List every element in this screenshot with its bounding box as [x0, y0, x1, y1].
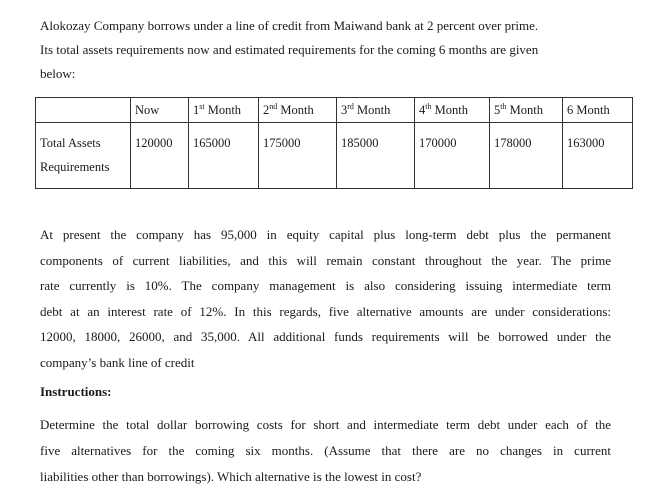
- table-row: [36, 123, 633, 189]
- header-now: Now: [131, 98, 189, 123]
- table-header-row: [36, 98, 633, 123]
- cell-month-3: 185000: [337, 123, 415, 189]
- header-month-4: 4th Month: [415, 98, 490, 123]
- cell-now: 120000: [131, 123, 189, 189]
- instructions-line: liabilities other than borrowings). Which alternative is the lowest in cost?: [40, 469, 422, 484]
- intro-paragraph: [40, 14, 630, 86]
- intro-line: Alokozay Company borrows under a line of credit from Maiwand bank at 2 percent over prime.: [40, 18, 539, 33]
- intro-line: below:: [40, 66, 76, 81]
- header-month-6: 6 Month: [563, 98, 633, 123]
- header-month-5: 5th Month: [490, 98, 563, 123]
- header-empty-cell: [36, 98, 131, 123]
- instructions-paragraph: [40, 412, 611, 490]
- intro-line: Its total assets requirements now and estimated requirements for the coming 6 months are given: [40, 42, 539, 57]
- body-line: At present the company has 95,000 in equity capital plus long-term debt plus the permanent: [40, 227, 611, 242]
- body-paragraph: [40, 222, 611, 376]
- cell-month-6: 163000: [563, 123, 633, 189]
- header-month-3: 3rd Month: [337, 98, 415, 123]
- row-label: Total Assets Requirements: [36, 123, 131, 189]
- asset-requirements-table: [35, 97, 633, 189]
- header-month-1: 1st Month: [189, 98, 259, 123]
- cell-month-1: 165000: [189, 123, 259, 189]
- body-line: company’s bank line of credit: [40, 354, 195, 370]
- instructions-line: five alternatives for the coming six months. (Assume that there are no changes in current: [40, 443, 611, 458]
- body-line: 12000, 18000, 26000, and 35,000. All additional funds requirements will be borrowed under the: [40, 329, 611, 345]
- instructions-line: Determine the total dollar borrowing costs for short and intermediate term debt under each of the: [40, 417, 611, 432]
- cell-month-2: 175000: [259, 123, 337, 189]
- body-line: debt at an interest rate of 12%. In this regards, five alternative amounts are under considerations:: [40, 303, 611, 319]
- body-line: components of current liabilities, and this will remain constant throughout the year. The prime: [40, 252, 611, 268]
- cell-month-4: 170000: [415, 123, 490, 189]
- header-month-2: 2nd Month: [259, 98, 337, 123]
- body-line: rate currently is 10%. The company management is also considering issuing intermediate term: [40, 278, 611, 294]
- instructions-heading: Instructions:: [40, 384, 112, 399]
- cell-month-5: 178000: [490, 123, 563, 189]
